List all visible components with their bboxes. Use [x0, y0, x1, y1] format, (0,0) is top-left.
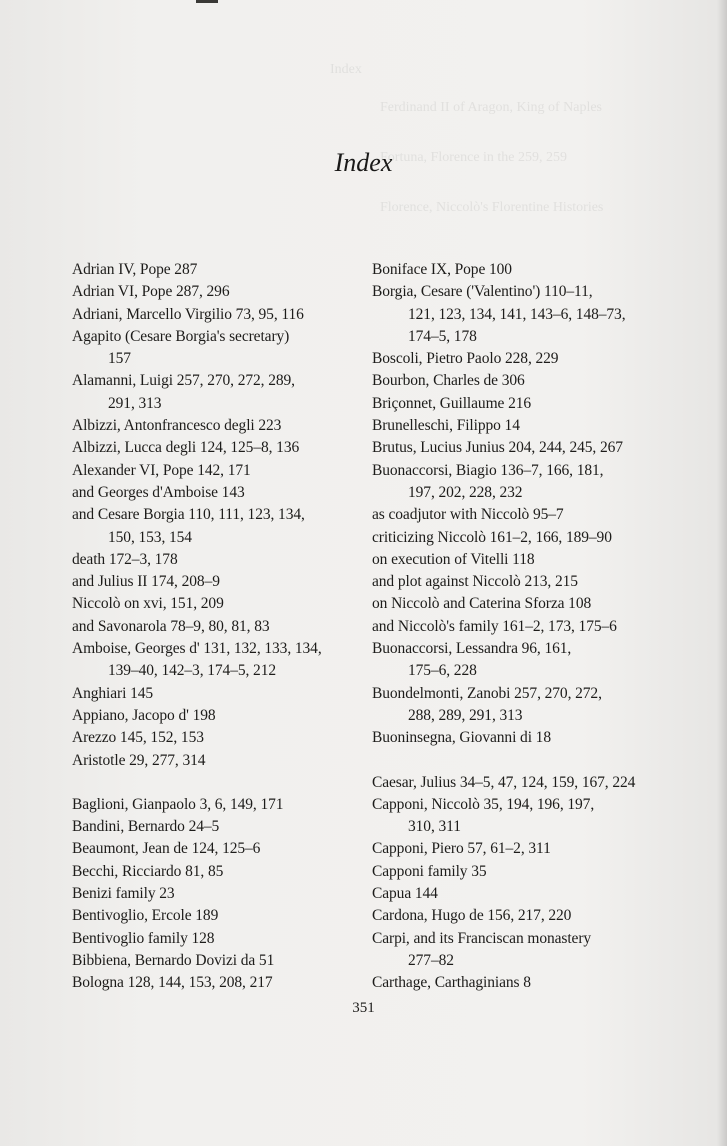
index-entry-text: and plot against Niccolò 213, 215	[372, 573, 578, 591]
index-entry	[72, 460, 372, 482]
index-entry-text: Bandini, Bernardo 24–5	[72, 818, 220, 836]
index-entry-text: Alamanni, Luigi 257, 270, 272, 289,	[72, 372, 295, 390]
index-subentry	[372, 549, 672, 571]
index-subentry	[372, 616, 672, 638]
index-entry-text: Buondelmonti, Zanobi 257, 270, 272,	[372, 684, 602, 702]
index-entry	[372, 437, 672, 459]
index-entry	[72, 638, 372, 683]
index-entry-text: Briçonnet, Guillaume 216	[372, 394, 532, 412]
index-entry-text: and Cesare Borgia 110, 111, 123, 134,	[72, 506, 305, 524]
bleed-through-text: Ferdinand II of Aragon, King of Naples	[380, 100, 603, 115]
index-entry-text: Becchi, Ricciardo 81, 85	[72, 862, 224, 880]
index-entry-text: Adriani, Marcello Virgilio 73, 95, 116	[72, 305, 304, 323]
index-entry	[72, 794, 372, 816]
index-entry-text: on Niccolò and Caterina Sforza 108	[372, 595, 592, 613]
bleed-through-text: Index	[330, 62, 362, 77]
index-entry-text: Capponi, Piero 57, 61–2, 311	[372, 840, 551, 858]
index-entry-text: Borgia, Cesare ('Valentino') 110–11,	[372, 283, 593, 301]
index-entry-text: Niccolò on xvi, 151, 209	[72, 595, 224, 613]
letter-group-gap	[372, 750, 672, 772]
index-entry-text: Capua 144	[372, 885, 438, 903]
index-entry-continuation: 291, 313	[108, 394, 162, 412]
index-entry-text: and Julius II 174, 208–9	[72, 573, 220, 591]
index-entry	[72, 683, 372, 705]
index-entry-text: Albizzi, Lucca degli 124, 125–8, 136	[72, 439, 300, 457]
index-entry	[72, 838, 372, 860]
index-entry-text: Bentivoglio family 128	[72, 929, 215, 947]
index-subentry	[372, 527, 672, 549]
index-entry-text: Appiano, Jacopo d' 198	[72, 706, 216, 724]
index-entry-text: death 172–3, 178	[72, 550, 178, 568]
index-column-right	[372, 259, 672, 995]
index-entry-continuation: 150, 153, 154	[108, 528, 192, 546]
index-entry	[372, 883, 672, 905]
index-entry	[72, 415, 372, 437]
index-entry	[72, 861, 372, 883]
index-entry	[72, 883, 372, 905]
index-entry-continuation: 139–40, 142–3, 174–5, 212	[108, 662, 277, 680]
index-entry-text: Bourbon, Charles de 306	[372, 372, 525, 390]
index-entry-text: as coadjutor with Niccolò 95–7	[372, 506, 564, 524]
page-title: Index	[334, 148, 393, 177]
index-entry	[372, 415, 672, 437]
index-entry	[72, 816, 372, 838]
index-entry-text: Bentivoglio, Ercole 189	[72, 907, 219, 925]
index-entry-text: and Georges d'Amboise 143	[72, 483, 245, 501]
index-entry-text: Amboise, Georges d' 131, 132, 133, 134,	[72, 640, 322, 658]
index-entry	[372, 683, 672, 728]
index-entry-text: Buonaccorsi, Biagio 136–7, 166, 181,	[372, 461, 604, 479]
index-entry	[72, 281, 372, 303]
bleed-through-text: Florence, Niccolò's Florentine Histories	[380, 200, 604, 215]
index-entry-continuation: 197, 202, 228, 232	[408, 483, 523, 501]
index-subentry	[72, 504, 372, 549]
index-entry-text: Caesar, Julius 34–5, 47, 124, 159, 167, 224	[372, 773, 636, 791]
index-entry-text: on execution of Vitelli 118	[372, 550, 535, 568]
index-subentry	[72, 549, 372, 571]
index-entry	[72, 750, 372, 772]
index-entry-text: Bologna 128, 144, 153, 208, 217	[72, 974, 273, 992]
index-entry-text: criticizing Niccolò 161–2, 166, 189–90	[372, 528, 612, 546]
page-number: 351	[352, 1000, 375, 1016]
index-entry	[72, 905, 372, 927]
index-subentry	[372, 504, 672, 526]
index-entry-continuation: 175–6, 228	[408, 662, 477, 680]
index-entry	[72, 950, 372, 972]
index-entry	[372, 905, 672, 927]
index-subentry	[72, 616, 372, 638]
index-entry	[72, 437, 372, 459]
index-entry	[72, 705, 372, 727]
index-entry	[372, 772, 672, 794]
index-entry-text: Adrian VI, Pope 287, 296	[72, 283, 230, 301]
index-entry-continuation: 174–5, 178	[408, 327, 477, 345]
index-entry-text: Albizzi, Antonfrancesco degli 223	[72, 417, 282, 435]
index-entry-text: Buonaccorsi, Lessandra 96, 161,	[372, 640, 572, 658]
index-entry-text: Boniface IX, Pope 100	[372, 261, 512, 278]
index-entry	[72, 370, 372, 415]
index-entry	[72, 972, 372, 994]
index-entry-text: Anghiari 145	[72, 684, 154, 702]
index-entry-text: and Savonarola 78–9, 80, 81, 83	[72, 617, 270, 635]
index-entry	[372, 259, 672, 281]
index-entry	[72, 304, 372, 326]
index-entry	[372, 727, 672, 749]
index-entry-text: Arezzo 145, 152, 153	[72, 729, 204, 747]
index-entry-text: Benizi family 23	[72, 885, 175, 903]
index-entry	[372, 972, 672, 994]
index-entry	[372, 838, 672, 860]
index-entry-text: Aristotle 29, 277, 314	[72, 751, 206, 769]
index-entry	[72, 727, 372, 749]
index-entry-continuation: 288, 289, 291, 313	[408, 706, 523, 724]
index-entry-text: Brunelleschi, Filippo 14	[372, 417, 520, 435]
index-entry-text: Cardona, Hugo de 156, 217, 220	[372, 907, 572, 925]
index-entry	[372, 928, 672, 973]
index-subentry	[72, 571, 372, 593]
letter-group-gap	[72, 772, 372, 794]
index-subentry	[72, 593, 372, 615]
index-entry-text: Baglioni, Gianpaolo 3, 6, 149, 171	[72, 795, 284, 813]
index-entry-continuation: 277–82	[408, 951, 454, 969]
index-entry	[372, 393, 672, 415]
index-entry	[372, 281, 672, 348]
index-entry-text: Bibbiena, Bernardo Dovizi da 51	[72, 951, 275, 969]
index-entry-text: Buoninsegna, Giovanni di 18	[372, 729, 551, 747]
index-entry-text: Carpi, and its Franciscan monastery	[372, 929, 592, 947]
index-entry-text: Agapito (Cesare Borgia's secretary)	[72, 327, 290, 345]
index-entry-text: Capponi, Niccolò 35, 194, 196, 197,	[372, 795, 595, 813]
bleed-through-text: Fortuna, Florence in the 259, 259	[380, 150, 568, 165]
index-entry	[372, 370, 672, 392]
index-entry-text: Capponi family 35	[372, 862, 487, 880]
index-column-left	[72, 259, 372, 995]
index-subentry	[72, 482, 372, 504]
index-entry-text: Alexander VI, Pope 142, 171	[72, 461, 251, 479]
index-entry-continuation: 310, 311	[408, 818, 461, 836]
index-entry-text: Beaumont, Jean de 124, 125–6	[72, 840, 261, 858]
index-entry	[372, 460, 672, 505]
page-top-mark	[196, 0, 218, 3]
index-entry-text: and Niccolò's family 161–2, 173, 175–6	[372, 617, 617, 635]
index-entry	[72, 259, 372, 281]
index-entry	[372, 861, 672, 883]
index-entry-continuation: 121, 123, 134, 141, 143–6, 148–73,	[408, 305, 626, 323]
index-subentry	[372, 571, 672, 593]
index-entry	[72, 928, 372, 950]
index-subentry	[372, 593, 672, 615]
index-entry-text: Brutus, Lucius Junius 204, 244, 245, 267	[372, 439, 623, 457]
index-entry-continuation: 157	[108, 350, 131, 368]
index-entry	[372, 794, 672, 839]
index-entry-text: Carthage, Carthaginians 8	[372, 974, 531, 992]
index-entry	[372, 638, 672, 683]
index-entry	[72, 326, 372, 371]
index-entry-text: Adrian IV, Pope 287	[72, 261, 198, 278]
index-entry	[372, 348, 672, 370]
index-entry-text: Boscoli, Pietro Paolo 228, 229	[372, 350, 559, 368]
